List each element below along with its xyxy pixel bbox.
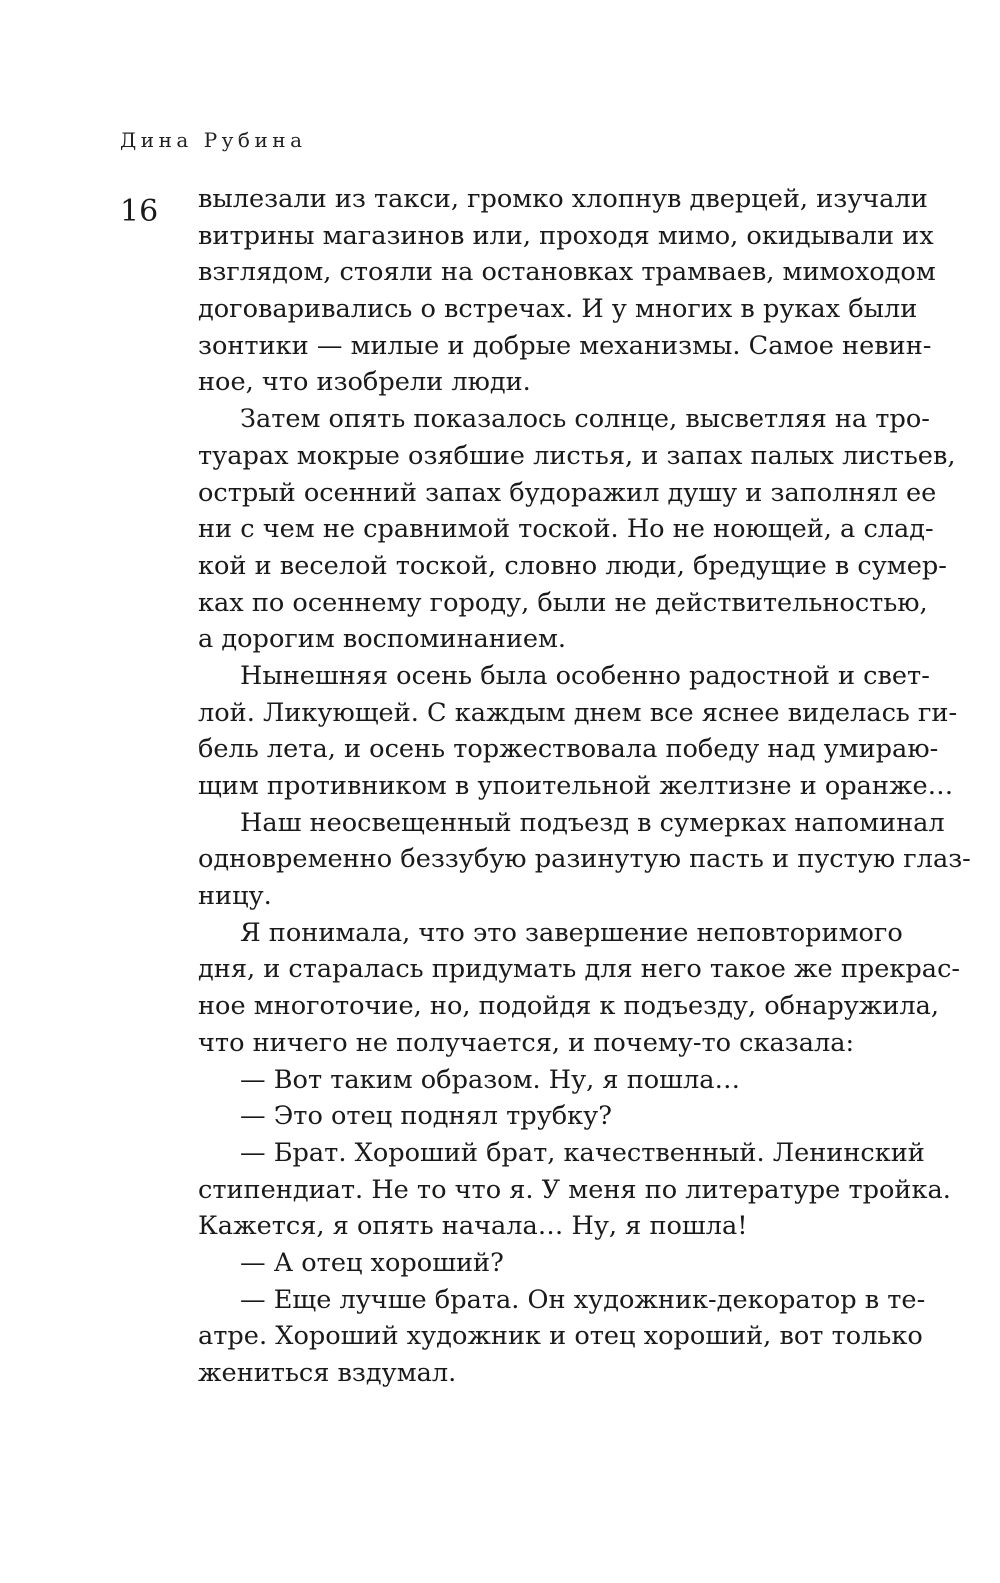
text-line: взглядом, стояли на остановках трамваев, мимоходом — [198, 257, 936, 288]
text-line: Нынешняя осень была особенно радостной и свет- — [240, 660, 930, 691]
text-line: — А отец хороший? — [240, 1247, 504, 1278]
text-line: — Это отец поднял трубку? — [240, 1101, 612, 1132]
text-line: стипендиат. Не то что я. У меня по литературе тройка. — [198, 1174, 951, 1205]
text-line: что ничего не получается, и почему-то сказала: — [198, 1027, 855, 1058]
text-line: — Еще лучше брата. Он художник-декоратор в те- — [240, 1284, 926, 1315]
text-line: туарах мокрые озябшие листья, и запах палых листьев, — [198, 440, 956, 471]
text-line: ках по осеннему городу, были не действительностью, — [198, 587, 928, 618]
text-line: острый осенний запах будоражил душу и заполнял ее — [198, 477, 937, 508]
text-line: зонтики — милые и добрые механизмы. Самое невин- — [198, 330, 932, 361]
text-line: витрины магазинов или, проходя мимо, окидывали их — [198, 220, 934, 251]
text-line: вылезали из такси, громко хлопнув дверцей, изучали — [198, 184, 928, 214]
text-line: ницу. — [198, 881, 272, 912]
text-line: ное, что изобрели люди. — [198, 367, 531, 398]
text-line: дня, и старалась придумать для него такое же прекрас- — [198, 954, 961, 985]
text-line: жениться вздумал. — [198, 1358, 457, 1388]
text-line: Я понимала, что это завершение неповторимого — [240, 917, 903, 948]
text-line: ное многоточие, но, подойдя к подъезду, обнаружила, — [198, 991, 940, 1022]
text-line: Наш неосвещенный подъезд в сумерках напоминал — [240, 807, 945, 838]
text-line: щим противником в упоительной желтизне и оранже… — [198, 771, 954, 801]
text-line: одновременно беззубую разинутую пасть и пустую глаз- — [198, 844, 971, 875]
text-line: лой. Ликующей. С каждым днем все яснее виделась ги- — [198, 697, 958, 728]
text-line: — Вот таким образом. Ну, я пошла… — [240, 1064, 741, 1095]
text-line: Кажется, я опять начала… Ну, я пошла! — [198, 1211, 748, 1242]
text-line: — Брат. Хороший брат, качественный. Ленинский — [240, 1137, 925, 1168]
text-line: атре. Хороший художник и отец хороший, вот только — [198, 1321, 923, 1352]
text-line: договаривались о встречах. И у многих в руках были — [198, 294, 918, 325]
body-text — [198, 181, 971, 1392]
page-number: 16 — [120, 194, 159, 229]
text-line: ни с чем не сравнимой тоской. Но не ноющей, а слад- — [198, 514, 934, 545]
text-line: кой и веселой тоской, словно люди, бредущие в сумер- — [198, 550, 947, 581]
running-head-author: Дина Рубина — [120, 128, 307, 152]
text-line: Затем опять показалось солнце, высветляя на тро- — [240, 404, 930, 435]
text-line: а дорогим воспоминанием. — [198, 624, 567, 655]
text-line: бель лета, и осень торжествовала победу над умираю- — [198, 734, 939, 765]
